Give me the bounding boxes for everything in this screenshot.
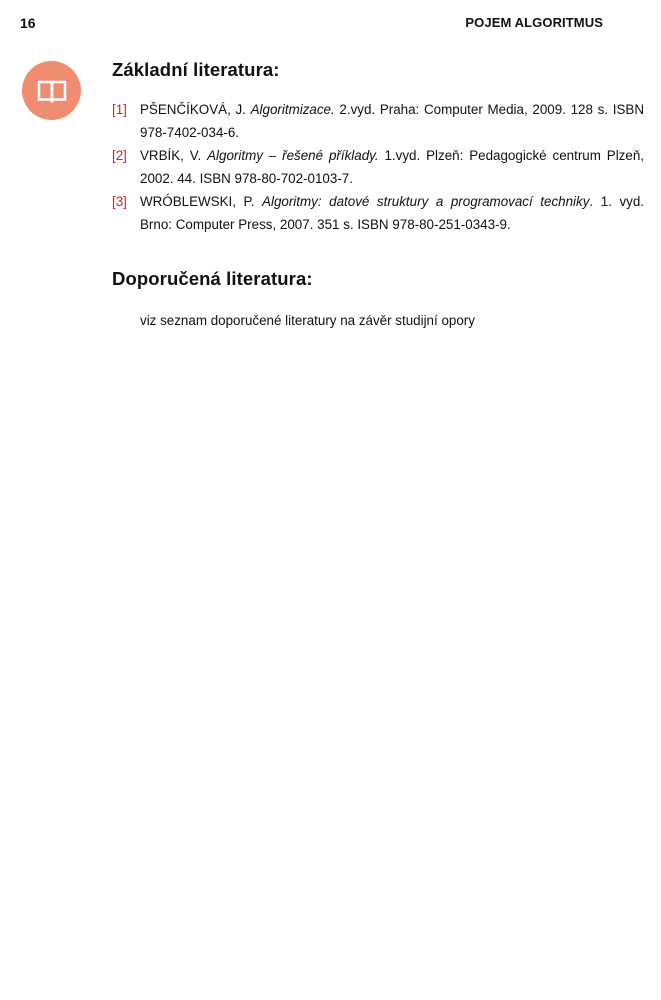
reference-details: 2.vyd. Praha: Computer Media, 2009. 128 s. ISBN 978-7402-034-6.: [140, 102, 644, 140]
reference-details: 1.vyd. Plzeň: Pedagogické centrum Plzeň, 2002. 44. ISBN 978-80-702-0103-7.: [140, 148, 644, 186]
reference-number: [2]: [112, 148, 127, 163]
reference-title: Algoritmy: datové struktury a programovací techniky: [262, 194, 590, 209]
recommended-literature-text: viz seznam doporučené literatury na závěr studijní opory: [140, 313, 475, 328]
reference-number: [3]: [112, 194, 127, 209]
reference-item: [112, 144, 644, 190]
reference-number: [1]: [112, 102, 127, 117]
basic-literature-heading: Základní literatura:: [112, 59, 280, 80]
page-number: 16: [20, 15, 36, 31]
reference-details: . 1. vyd. Brno: Computer Press, 2007. 351 s. ISBN 978-80-251-0343-9.: [140, 194, 645, 232]
recommended-literature-heading: Doporučená literatura:: [112, 268, 313, 289]
literature-badge: [22, 61, 81, 120]
reference-item: [112, 98, 644, 144]
reference-title: Algoritmizace.: [250, 102, 335, 117]
open-book-icon: [36, 78, 68, 104]
reference-title: Algoritmy – řešené příklady.: [207, 148, 379, 163]
reference-author: VRBÍK, V.: [140, 148, 208, 163]
reference-text: [140, 144, 644, 190]
reference-author: PŠENČÍKOVÁ, J.: [140, 102, 251, 117]
reference-author: WRÓBLEWSKI, P.: [140, 194, 263, 209]
reference-list: [112, 98, 644, 236]
running-title: POJEM ALGORITMUS: [465, 15, 603, 30]
reference-item: [112, 190, 644, 236]
reference-text: [140, 190, 644, 236]
reference-text: [140, 98, 644, 144]
